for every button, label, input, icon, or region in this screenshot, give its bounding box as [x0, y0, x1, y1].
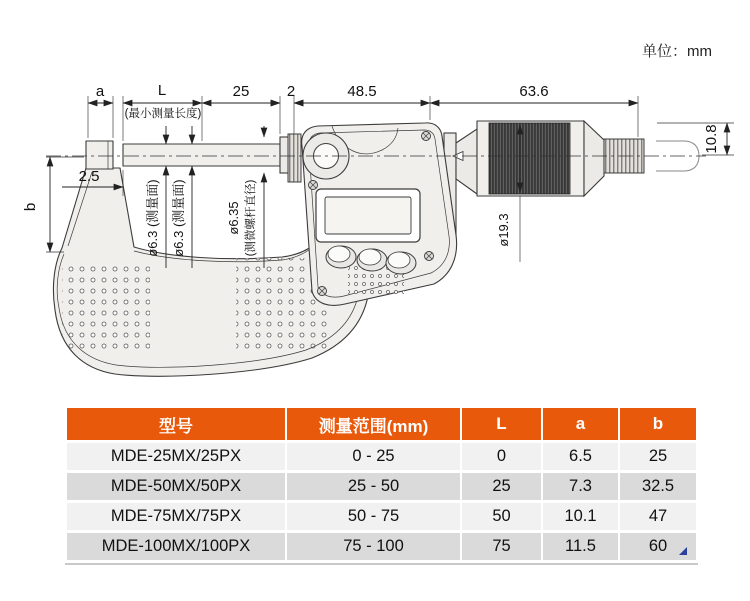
- spec-cell-value: 6.5: [543, 443, 618, 470]
- spec-cell-model: MDE-75MX/75PX: [67, 503, 285, 530]
- spec-cell-model: MDE-50MX/50PX: [67, 473, 285, 500]
- spec-table-row: [67, 533, 696, 560]
- spec-cell-model: MDE-100MX/100PX: [67, 533, 285, 560]
- dimension-note-screw-diameter: (测微螺杆直径): [245, 179, 257, 257]
- thimble-taper: [584, 121, 604, 196]
- spec-col-header: L: [462, 408, 541, 440]
- spec-cell-value: 7.3: [543, 473, 618, 500]
- dimension-label-10-8: 10.8: [703, 124, 720, 154]
- dimension-note-min-length: (最小测量长度): [124, 108, 202, 120]
- spec-table-row: [67, 473, 696, 500]
- unit-label: 单位：mm: [642, 43, 712, 60]
- anvil: [86, 141, 113, 169]
- dimension-label-screw-diameter: ø6.35: [226, 201, 241, 235]
- spindle: [123, 144, 280, 166]
- spec-col-header: a: [543, 408, 618, 440]
- spec-cell-value: 0 - 25: [287, 443, 460, 470]
- dimension-label-2-5: 2.5: [78, 168, 100, 185]
- dimension-label-spindle-face: ø6.3 (测量面): [171, 179, 186, 257]
- spec-cell-value: 47: [620, 503, 696, 530]
- spec-table-row: [67, 443, 696, 470]
- dimension-label-2: 2: [286, 83, 296, 100]
- spec-col-header: 测量范围(mm): [287, 408, 460, 440]
- spec-cell-value: 50: [462, 503, 541, 530]
- spec-cell-value: 25: [462, 473, 541, 500]
- spec-cell-value: 50 - 75: [287, 503, 460, 530]
- dimension-label-63-6: 63.6: [519, 83, 549, 100]
- spec-cell-value: 25 - 50: [287, 473, 460, 500]
- spec-cell-model: MDE-25MX/25PX: [67, 443, 285, 470]
- spec-cell-value: 75 - 100: [287, 533, 460, 560]
- dimension-label-b: b: [22, 202, 39, 212]
- dimension-label-anvil-face: ø6.3 (测量面): [145, 179, 160, 257]
- table-corner-marker-icon: [679, 547, 687, 555]
- dimension-label-19-3: ø19.3: [496, 213, 511, 247]
- spec-cell-value: 11.5: [543, 533, 618, 560]
- dimension-label-48-5: 48.5: [347, 83, 377, 100]
- spec-cell-value: 32.5: [620, 473, 696, 500]
- spec-cell-value: 75: [462, 533, 541, 560]
- spindle-lock-knurl: [288, 134, 301, 182]
- spec-cell-value: 10.1: [543, 503, 618, 530]
- dimension-label-a: a: [95, 83, 105, 100]
- thimble-knurl: [489, 123, 570, 194]
- spec-table-section: [65, 405, 686, 565]
- dimension-label-L: L: [157, 82, 167, 99]
- sleeve-cone: [456, 129, 477, 194]
- spec-col-header: 型号: [67, 408, 285, 440]
- spec-cell-value: 25: [620, 443, 696, 470]
- spec-table-header-row: [67, 408, 696, 440]
- spec-table: [65, 405, 698, 565]
- lcd-display: [325, 197, 411, 234]
- spec-cell-value: 60: [620, 533, 696, 560]
- dimension-label-25: 25: [232, 83, 250, 100]
- spec-col-header: b: [620, 408, 696, 440]
- spec-table-row: [67, 503, 696, 530]
- spec-cell-value: 0: [462, 443, 541, 470]
